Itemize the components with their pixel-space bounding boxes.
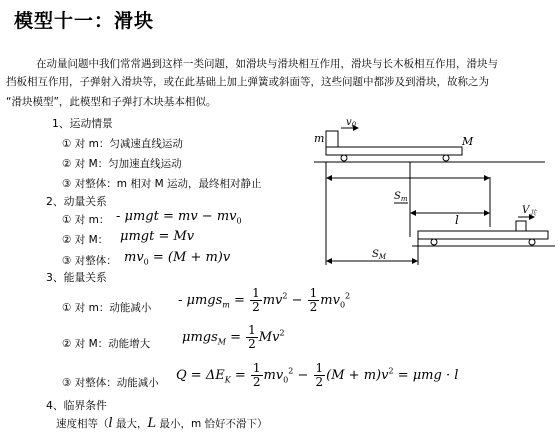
s2-item-1: ① 对 m： — [62, 214, 110, 226]
s3-item-2: ② 对 M：动能增大 — [62, 338, 151, 350]
s1-item-1: ① 对 m：匀减速直线运动 — [62, 138, 183, 150]
energy-eq-system: $Q = \Delta E_K$ = $\frac{1}{2}$ $mv_0^2$ − $\frac{1}{2}$ $(M + m)v^2 = \mu mg \cdot l$ — [176, 361, 459, 389]
SM-label: $S_M$ — [372, 249, 387, 261]
s1-item-3: ③ 对整体：m 相对 M 运动，最终相对静止 — [62, 178, 262, 190]
energy-eq-M: μmgs$_M$ = $\frac{1}{2}$ Mv$^2$ — [182, 323, 285, 351]
s3-item-3: ③ 对整体：动能减小 — [62, 377, 159, 389]
intro-line-1: 在动量问题中我们常常遇到这样一类问题，如滑块与滑块相互作用，滑块与长木板相互作用，滑块与 — [36, 58, 498, 70]
s1-item-2: ② 对 M：匀加速直线运动 — [62, 158, 182, 170]
sm-label: $S_m$ — [394, 191, 408, 203]
long-board-M-final — [418, 231, 548, 239]
momentum-eq-system: $mv_0 = (M + m)v$ — [124, 250, 231, 267]
v-common-label: $V_共$ — [522, 205, 537, 217]
wheel-icon — [431, 239, 437, 245]
section-4-heading: 4、临界条件 — [46, 399, 107, 412]
long-board-M — [326, 147, 462, 155]
small-block-m — [326, 131, 338, 147]
board-M-label: M — [462, 135, 474, 148]
section-2-heading: 2、动量关系 — [46, 195, 107, 208]
small-block-m-final — [516, 221, 526, 231]
intro-line-2: 挡板相互作用，子弹射入滑块等，或在此基础上加上弹簧或斜面等，这些问题中都涉及到滑块，故称之为 — [6, 76, 489, 88]
momentum-eq-M: μmgt = Mv — [120, 229, 195, 244]
page-title: 模型十一：滑块 — [14, 10, 155, 32]
v0-label: $v_0$ — [346, 117, 357, 129]
s3-item-1: ① 对 m：动能减小 — [62, 302, 152, 314]
critical-condition: 速度相等（l 最大，L 最小，m 恰好不滑下） — [56, 416, 268, 431]
section-1-heading: 1、运动情景 — [52, 117, 113, 130]
wheel-icon — [341, 155, 347, 161]
wheel-icon — [443, 155, 449, 161]
l-label: l — [455, 213, 459, 227]
momentum-eq-m: - μmgt = mv − $mv_0$ — [116, 209, 242, 226]
intro-line-3: “滑块模型”，此模型和子弹打木块基本相似。 — [6, 96, 217, 108]
s2-item-2: ② 对 M： — [62, 234, 109, 246]
s2-item-3: ③ 对整体： — [62, 255, 117, 267]
block-m-label: m — [314, 132, 325, 145]
slider-model-diagram — [300, 115, 558, 275]
wheel-icon — [529, 239, 535, 245]
section-3-heading: 3、能量关系 — [46, 271, 107, 284]
energy-eq-m: - μmgs$_m$ = $\frac{1}{2}$ $mv^2$ − $\frac{1}{2}$ $mv_0^2$ — [178, 286, 351, 314]
